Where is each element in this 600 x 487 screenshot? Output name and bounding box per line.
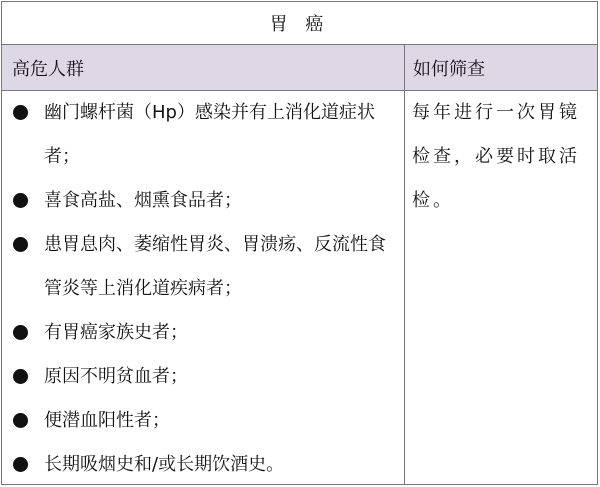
- list-item: [2, 91, 404, 179]
- list-item: [2, 223, 404, 311]
- bullet-icon: [13, 457, 28, 472]
- bullet-icon: [13, 369, 28, 384]
- bullet-icon: [13, 237, 28, 252]
- info-table: [1, 1, 598, 485]
- risk-group-text: 原因不明贫血者；: [44, 366, 188, 387]
- risk-group-text: 幽门螺杆菌（Hp）感染并有上消化道症状者；: [44, 102, 375, 167]
- risk-group-text: 有胃癌家族史者；: [44, 322, 188, 343]
- risk-group-text: 便潜血阳性者；: [44, 410, 170, 431]
- bullet-icon: [13, 193, 28, 208]
- column-divider: [404, 45, 405, 484]
- header-high-risk-groups: 高危人群: [12, 58, 84, 80]
- list-item: [2, 311, 404, 355]
- bullet-icon: [13, 105, 28, 120]
- header-how-to-screen: 如何筛查: [413, 58, 485, 80]
- bullet-icon: [13, 325, 28, 340]
- risk-group-list: [2, 91, 404, 487]
- list-item: [2, 399, 404, 443]
- bullet-icon: [13, 413, 28, 428]
- screening-advice: 每年进行一次胃镜检查，必要时取活检。: [412, 102, 580, 211]
- list-item: [2, 443, 404, 487]
- risk-group-text: 喜食高盐、烟熏食品者；: [44, 190, 242, 211]
- table-title: 胃 癌: [2, 2, 597, 45]
- table-header-row: [2, 45, 597, 91]
- risk-group-text: 长期吸烟史和/或长期饮酒史。: [44, 454, 285, 475]
- list-item: [2, 179, 404, 223]
- list-item: [2, 355, 404, 399]
- risk-group-text: 患胃息肉、萎缩性胃炎、胃溃疡、反流性食管炎等上消化道疾病者；: [44, 234, 386, 299]
